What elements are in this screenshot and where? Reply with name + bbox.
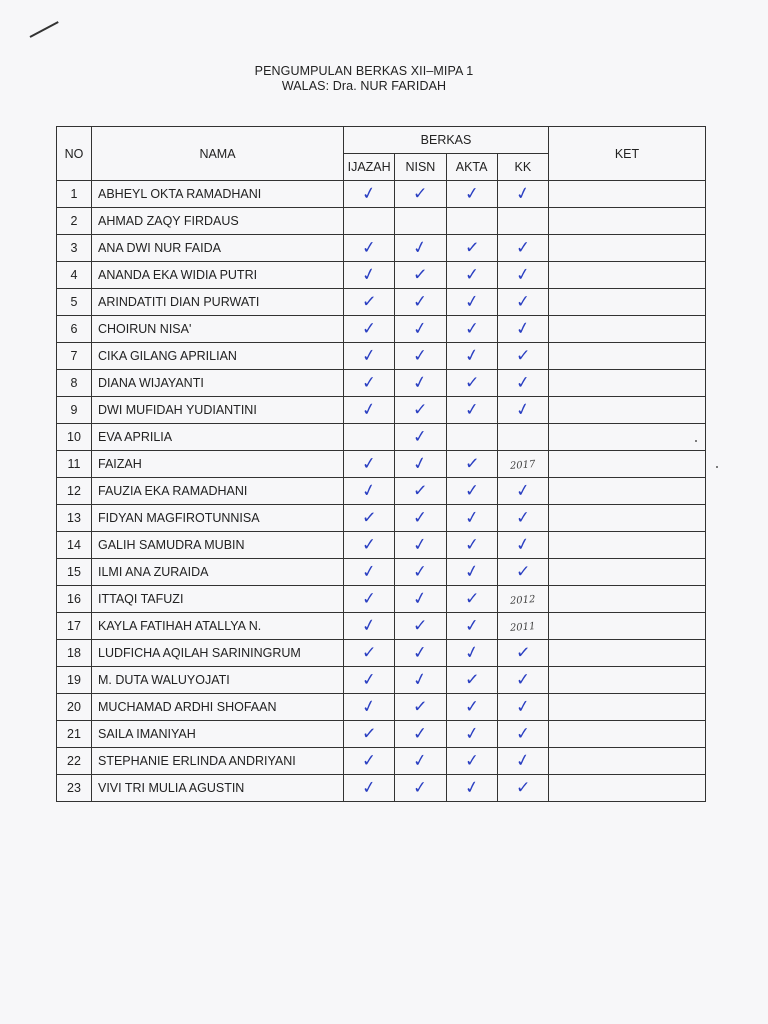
- row-kk-mark: ✓: [515, 507, 531, 528]
- table-row: [57, 748, 706, 775]
- row-nama: FIDYAN MAGFIROTUNNISA: [98, 511, 260, 525]
- row-nama: ANA DWI NUR FAIDA: [98, 241, 221, 255]
- row-kk-mark: ✓: [515, 291, 531, 312]
- row-akta-mark: ✓: [462, 344, 481, 367]
- row-ijazah-mark: ✓: [359, 479, 379, 502]
- row-nama: MUCHAMAD ARDHI SHOFAAN: [98, 700, 277, 714]
- table-row: [57, 370, 706, 397]
- row-kk-mark: ✓: [514, 371, 531, 394]
- row-no: 16: [67, 592, 81, 606]
- row-no: 7: [70, 349, 78, 363]
- col-header-ijazah: IJAZAH: [344, 154, 395, 181]
- row-nisn-mark: ✓: [412, 345, 429, 366]
- row-no: 15: [67, 565, 81, 579]
- row-nisn-mark: ✓: [411, 452, 430, 475]
- row-nama: EVA APRILIA: [98, 430, 173, 444]
- speck: [695, 440, 697, 442]
- table-row: [57, 316, 706, 343]
- row-ijazah-mark: ✓: [359, 695, 379, 718]
- document-title: PENGUMPULAN BERKAS XII–MIPA 1: [254, 64, 474, 78]
- col-header-nama: NAMA: [92, 127, 344, 181]
- row-nama: GALIH SAMUDRA MUBIN: [98, 538, 245, 552]
- row-no: 19: [67, 673, 81, 687]
- row-nama: M. DUTA WALUYOJATI: [98, 673, 230, 687]
- col-header-kk: KK: [497, 154, 548, 181]
- speck: [716, 466, 718, 468]
- row-kk-mark: ✓: [515, 642, 531, 663]
- row-akta-mark: ✓: [463, 696, 480, 717]
- row-ijazah-mark: ✓: [360, 614, 378, 637]
- row-akta-mark: ✓: [462, 560, 481, 583]
- row-nama: ARINDATITI DIAN PURWATI: [98, 295, 260, 309]
- berkas-table: [56, 126, 706, 802]
- row-nama: DIANA WIJAYANTI: [98, 376, 204, 390]
- row-kk-mark: ✓: [513, 182, 532, 205]
- row-nisn-mark: ✓: [411, 371, 430, 394]
- row-nama: ILMI ANA ZURAIDA: [98, 565, 209, 579]
- row-nisn-mark: ✓: [411, 587, 430, 610]
- document-subtitle: WALAS: Dra. NUR FARIDAH: [281, 79, 447, 93]
- table-row: [57, 613, 706, 640]
- row-no: 22: [67, 754, 81, 768]
- row-nama: VIVI TRI MULIA AGUSTIN: [98, 781, 245, 795]
- col-header-no: NO: [57, 127, 92, 181]
- row-akta-mark: ✓: [464, 372, 480, 393]
- row-no: 9: [70, 403, 78, 417]
- row-nama: FAUZIA EKA RAMADHANI: [98, 484, 248, 498]
- table-row: [57, 478, 706, 505]
- row-no: 3: [70, 241, 78, 255]
- row-nisn-mark: ✓: [412, 183, 428, 204]
- row-kk-mark: ✓: [515, 237, 531, 258]
- row-kk-mark: 2017: [509, 459, 536, 472]
- row-akta-mark: ✓: [463, 750, 480, 771]
- row-no: 2: [70, 214, 78, 228]
- row-nisn-mark: ✓: [412, 696, 429, 717]
- table-row: [57, 721, 706, 748]
- row-nisn-mark: ✓: [412, 507, 428, 528]
- row-nama: DWI MUFIDAH YUDIANTINI: [98, 403, 257, 417]
- row-kk-mark: ✓: [515, 345, 531, 366]
- row-nisn-mark: ✓: [412, 561, 429, 582]
- row-akta-mark: ✓: [463, 614, 480, 637]
- row-ijazah-mark: ✓: [360, 668, 378, 691]
- row-nama: KAYLA FATIHAH ATALLYA N.: [98, 619, 262, 633]
- row-no: 1: [70, 187, 78, 201]
- row-ijazah-mark: ✓: [361, 588, 377, 609]
- row-nisn-mark: ✓: [412, 615, 428, 636]
- row-no: 14: [67, 538, 81, 552]
- document-header: [0, 64, 728, 94]
- row-ijazah-mark: ✓: [361, 723, 377, 744]
- table-row: [57, 262, 706, 289]
- row-kk-mark: ✓: [515, 723, 531, 744]
- row-kk-mark: ✓: [515, 669, 531, 690]
- row-ijazah-mark: ✓: [360, 236, 378, 259]
- table-row: [57, 775, 706, 802]
- table-header: [57, 127, 706, 181]
- row-akta-mark: ✓: [463, 506, 481, 529]
- row-nama: ANANDA EKA WIDIA PUTRI: [98, 268, 258, 282]
- table-row: [57, 640, 706, 667]
- table-row: [57, 694, 706, 721]
- row-akta-mark: ✓: [463, 264, 480, 285]
- row-ijazah-mark: ✓: [361, 372, 377, 393]
- row-nisn-mark: ✓: [412, 723, 428, 744]
- row-nama: ITTAQI TAFUZI: [98, 592, 184, 606]
- row-nama: CIKA GILANG APRILIAN: [98, 349, 237, 363]
- row-nama: AHMAD ZAQY FIRDAUS: [98, 214, 239, 228]
- row-akta-mark: ✓: [463, 237, 480, 258]
- row-akta-mark: ✓: [463, 182, 480, 205]
- row-no: 13: [67, 511, 81, 525]
- row-nama: FAIZAH: [98, 457, 142, 471]
- row-akta-mark: ✓: [463, 534, 480, 555]
- row-akta-mark: ✓: [463, 290, 481, 313]
- row-ijazah-mark: ✓: [360, 182, 378, 205]
- row-ijazah-mark: ✓: [360, 776, 378, 799]
- row-ijazah-mark: ✓: [361, 318, 377, 339]
- row-akta-mark: ✓: [463, 318, 480, 339]
- row-kk-mark: 2011: [509, 621, 536, 634]
- row-ijazah-mark: ✓: [360, 398, 378, 421]
- row-nisn-mark: ✓: [412, 480, 429, 501]
- table-row: [57, 343, 706, 370]
- table-row: [57, 397, 706, 424]
- row-no: 20: [67, 700, 81, 714]
- row-ijazah-mark: ✓: [360, 344, 378, 367]
- row-no: 4: [70, 268, 78, 282]
- row-ijazah-mark: ✓: [361, 507, 377, 528]
- row-nisn-mark: ✓: [412, 641, 429, 664]
- row-no: 6: [70, 322, 78, 336]
- row-kk-mark: ✓: [514, 263, 532, 286]
- table-row: [57, 289, 706, 316]
- row-ijazah-mark: ✓: [360, 560, 378, 583]
- row-akta-mark: ✓: [462, 641, 481, 664]
- row-no: 18: [67, 646, 81, 660]
- table-row: [57, 559, 706, 586]
- row-kk-mark: ✓: [514, 533, 532, 556]
- col-header-ket: KET: [549, 127, 706, 181]
- row-nisn-mark: ✓: [411, 533, 429, 556]
- row-nisn-mark: ✓: [411, 236, 430, 259]
- row-kk-mark: ✓: [514, 695, 532, 718]
- row-no: 11: [67, 457, 81, 471]
- table-row: [57, 235, 706, 262]
- row-nama: SAILA IMANIYAH: [98, 727, 196, 741]
- row-nisn-mark: ✓: [411, 317, 429, 340]
- row-nama: STEPHANIE ERLINDA ANDRIYANI: [98, 754, 296, 768]
- row-nisn-mark: ✓: [412, 264, 429, 285]
- table-row: [57, 532, 706, 559]
- row-nama: ABHEYL OKTA RAMADHANI: [98, 187, 262, 201]
- row-no: 5: [70, 295, 78, 309]
- row-nisn-mark: ✓: [411, 749, 429, 772]
- table-body: [57, 181, 706, 802]
- row-nisn-mark: ✓: [412, 777, 429, 798]
- row-nisn-mark: ✓: [412, 425, 429, 448]
- row-ijazah-mark: ✓: [359, 263, 379, 286]
- row-akta-mark: ✓: [463, 669, 480, 690]
- col-header-nisn: NISN: [395, 154, 446, 181]
- row-kk-mark: ✓: [515, 777, 531, 798]
- col-header-akta: AKTA: [446, 154, 497, 181]
- row-akta-mark: ✓: [463, 398, 480, 421]
- row-nisn-mark: ✓: [411, 668, 430, 691]
- table-row: [57, 181, 706, 208]
- row-no: 12: [67, 484, 81, 498]
- row-no: 17: [67, 619, 81, 633]
- row-kk-mark: 2012: [509, 594, 536, 607]
- stray-pen-mark: [30, 21, 59, 38]
- table-row: [57, 451, 706, 478]
- row-ijazah-mark: ✓: [361, 291, 377, 312]
- table-row: [57, 424, 706, 451]
- row-akta-mark: ✓: [464, 588, 480, 609]
- row-akta-mark: ✓: [463, 480, 480, 501]
- table-row: [57, 208, 706, 235]
- row-kk-mark: ✓: [514, 317, 532, 340]
- row-ijazah-mark: ✓: [361, 750, 377, 771]
- row-no: 21: [67, 727, 81, 741]
- row-kk-mark: ✓: [515, 561, 531, 582]
- row-nama: CHOIRUN NISA': [98, 322, 192, 336]
- table-row: [57, 586, 706, 613]
- row-nisn-mark: ✓: [412, 399, 428, 420]
- row-akta-mark: ✓: [463, 722, 481, 745]
- table-row: [57, 505, 706, 532]
- table-row: [57, 667, 706, 694]
- row-ijazah-mark: ✓: [361, 642, 377, 663]
- row-kk-mark: ✓: [514, 749, 532, 772]
- col-header-berkas: BERKAS: [344, 127, 549, 154]
- row-no: 8: [70, 376, 78, 390]
- row-no: 10: [67, 430, 81, 444]
- row-nisn-mark: ✓: [412, 291, 428, 312]
- row-kk-mark: ✓: [514, 479, 532, 502]
- row-nama: LUDFICHA AQILAH SARININGRUM: [98, 646, 301, 660]
- row-akta-mark: ✓: [463, 453, 480, 474]
- row-akta-mark: ✓: [462, 776, 481, 799]
- row-ijazah-mark: ✓: [360, 452, 378, 475]
- row-no: 23: [67, 781, 81, 795]
- row-ijazah-mark: ✓: [361, 534, 377, 555]
- row-kk-mark: ✓: [513, 398, 532, 421]
